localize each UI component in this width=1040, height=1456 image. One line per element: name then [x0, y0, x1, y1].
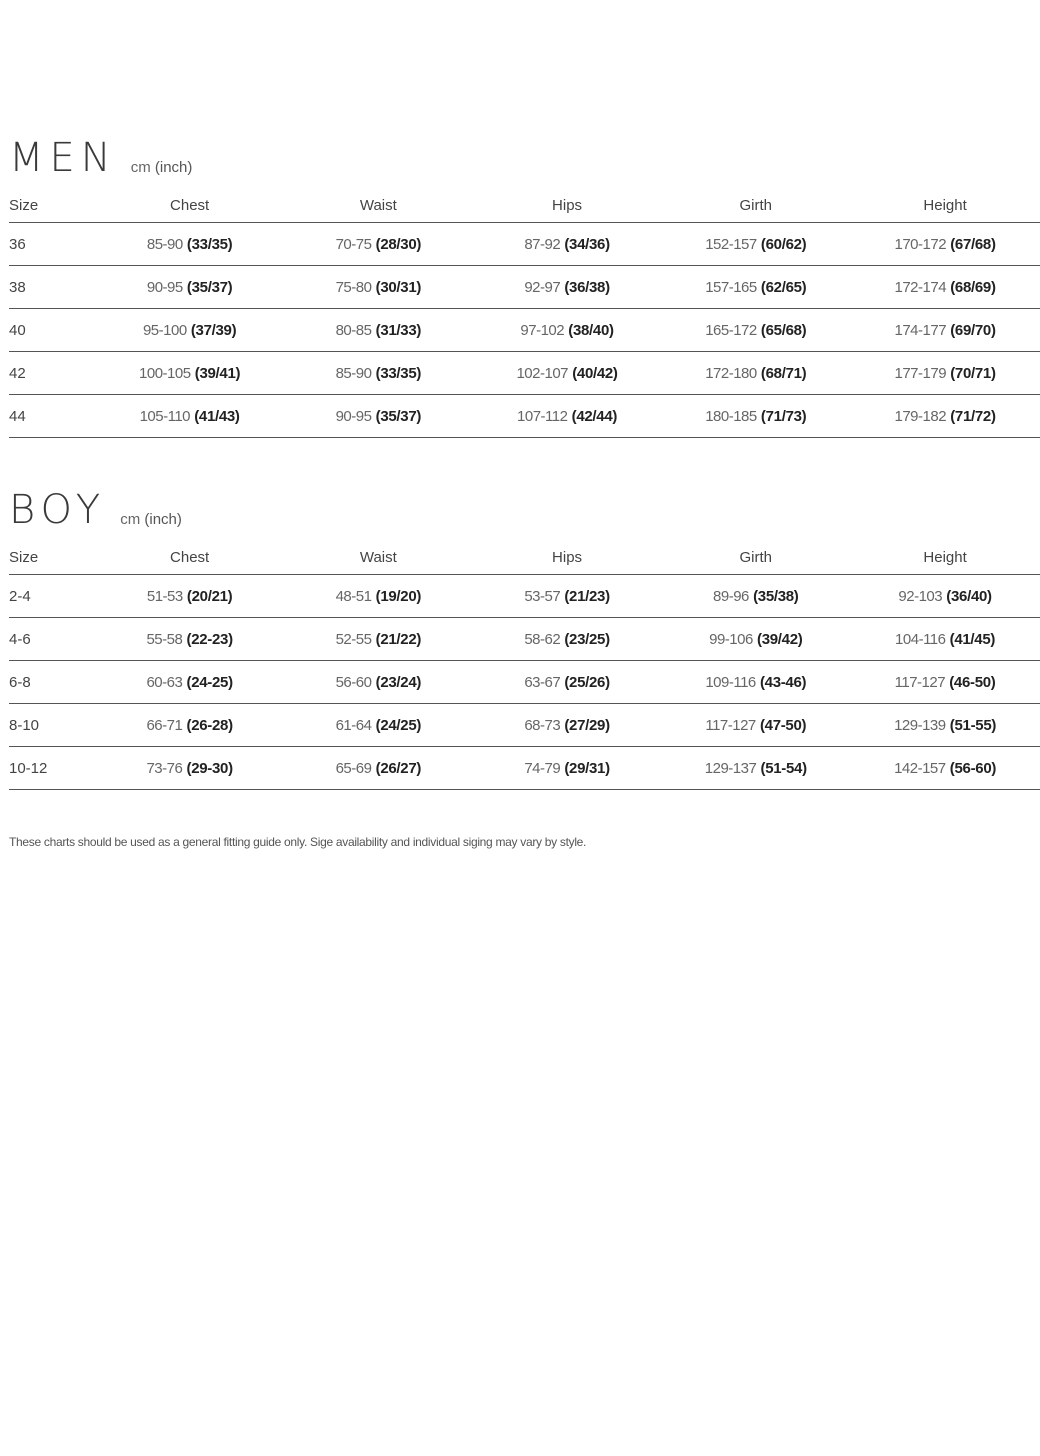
waist-cell: [284, 575, 473, 618]
chest-cell: [95, 223, 284, 266]
hips-inch-value: (29/31): [564, 759, 610, 777]
girth-cell: [661, 395, 850, 438]
hips-cell: [473, 747, 662, 790]
chest-cm-value: 95-100: [142, 321, 187, 339]
height-cm-value: 177-179: [894, 364, 947, 382]
girth-cell: [661, 618, 850, 661]
girth-cm-value: 117-127: [705, 716, 756, 734]
boy-unit-cm: cm: [120, 511, 141, 528]
chest-cm-value: 73-76: [146, 759, 183, 777]
chest-cell: [95, 575, 284, 618]
height-cm-value: 170-172: [894, 235, 947, 253]
chest-inch-value: (29-30): [186, 759, 233, 777]
height-cm-value: 104-116: [895, 630, 946, 648]
height-inch-value: (67/68): [950, 235, 996, 253]
chest-cm-value: 100-105: [139, 364, 191, 382]
chest-inch-value: (37/39): [190, 321, 237, 339]
waist-cell: [284, 704, 473, 747]
men-header-girth: Girth: [661, 188, 850, 223]
height-cm-value: 142-157: [894, 759, 946, 777]
height-inch-value: (41/45): [949, 630, 996, 648]
waist-cell: [284, 747, 473, 790]
hips-inch-value: (25/26): [564, 673, 610, 691]
men-header-waist: Waist: [284, 188, 473, 223]
girth-inch-value: (47-50): [759, 716, 807, 734]
girth-cm-value: 180-185: [705, 407, 757, 425]
girth-inch-value: (62/65): [760, 278, 807, 296]
hips-inch-value: (23/25): [564, 630, 610, 648]
girth-inch-value: (51-54): [760, 759, 807, 777]
hips-cell: [473, 309, 662, 352]
waist-cm-value: 65-69: [335, 759, 372, 777]
hips-cell: [473, 395, 662, 438]
men-section-title: MEN: [9, 135, 117, 181]
girth-cm-value: 157-165: [705, 278, 757, 296]
height-cell: [850, 266, 1040, 309]
table-row: [9, 395, 1040, 438]
boy-table-body: [9, 575, 1040, 790]
hips-inch-value: (34/36): [564, 235, 610, 253]
men-header-hips: Hips: [473, 188, 662, 223]
girth-cm-value: 129-137: [704, 759, 757, 777]
men-unit-label: [131, 159, 193, 176]
girth-cell: [661, 575, 850, 618]
girth-cm-value: 165-172: [705, 321, 757, 339]
hips-cm-value: 92-97: [524, 278, 561, 296]
table-row: [9, 575, 1040, 618]
hips-cm-value: 63-67: [524, 673, 561, 691]
waist-cm-value: 75-80: [335, 278, 372, 296]
girth-cell: [661, 704, 850, 747]
girth-cell: [661, 352, 850, 395]
table-row: [9, 352, 1040, 395]
hips-inch-value: (21/23): [564, 587, 610, 605]
table-row: [9, 704, 1040, 747]
waist-inch-value: (23/24): [375, 673, 422, 691]
girth-inch-value: (35/38): [753, 587, 799, 605]
chest-cm-value: 51-53: [146, 587, 183, 605]
waist-cm-value: 56-60: [335, 673, 372, 691]
men-size-section: [9, 122, 1040, 438]
hips-inch-value: (38/40): [568, 321, 614, 339]
hips-cm-value: 53-57: [524, 587, 561, 605]
girth-cell: [661, 747, 850, 790]
chest-inch-value: (33/35): [186, 235, 233, 253]
size-cell: 4-6: [9, 618, 95, 661]
waist-cell: [284, 223, 473, 266]
height-cell: [850, 747, 1040, 790]
boy-header-height: Height: [850, 540, 1040, 575]
chest-cm-value: 105-110: [139, 407, 191, 425]
waist-cm-value: 52-55: [335, 630, 372, 648]
chest-cm-value: 66-71: [146, 716, 183, 734]
fitting-disclaimer: These charts should be used as a general fitting guide only. Sige availability and individual siging may vary by style.: [9, 835, 587, 849]
size-cell: 38: [9, 266, 95, 309]
men-section-header: [9, 122, 1040, 181]
height-inch-value: (69/70): [950, 321, 996, 339]
boy-header-hips: Hips: [473, 540, 662, 575]
boy-header-waist: Waist: [284, 540, 473, 575]
girth-cm-value: 109-116: [705, 673, 756, 691]
hips-cell: [473, 704, 662, 747]
hips-cell: [473, 352, 662, 395]
hips-inch-value: (36/38): [564, 278, 610, 296]
size-cell: 10-12: [9, 747, 95, 790]
chest-cell: [95, 661, 284, 704]
chest-cm-value: 55-58: [146, 630, 183, 648]
waist-cell: [284, 618, 473, 661]
men-header-row: [9, 188, 1040, 223]
girth-cell: [661, 309, 850, 352]
boy-header-row: [9, 540, 1040, 575]
waist-inch-value: (33/35): [375, 364, 422, 382]
men-header-size: Size: [9, 188, 95, 223]
height-cm-value: 117-127: [894, 673, 946, 691]
chest-inch-value: (35/37): [186, 278, 233, 296]
chest-inch-value: (26-28): [186, 716, 233, 734]
hips-cm-value: 74-79: [524, 759, 561, 777]
waist-cell: [284, 661, 473, 704]
waist-cell: [284, 352, 473, 395]
height-cell: [850, 309, 1040, 352]
girth-inch-value: (60/62): [760, 235, 807, 253]
men-unit-inch: (inch): [154, 159, 193, 176]
hips-cm-value: 102-107: [516, 364, 569, 382]
girth-cm-value: 89-96: [713, 587, 749, 605]
boy-unit-label: [120, 511, 182, 528]
boy-header-girth: Girth: [661, 540, 850, 575]
girth-inch-value: (71/73): [760, 407, 807, 425]
girth-inch-value: (39/42): [757, 630, 803, 648]
chest-cell: [95, 747, 284, 790]
chest-inch-value: (22-23): [186, 630, 233, 648]
height-inch-value: (71/72): [950, 407, 996, 425]
waist-inch-value: (31/33): [375, 321, 422, 339]
size-cell: 40: [9, 309, 95, 352]
waist-cell: [284, 395, 473, 438]
height-cm-value: 92-103: [898, 587, 943, 605]
height-cell: [850, 661, 1040, 704]
hips-cell: [473, 223, 662, 266]
size-cell: 8-10: [9, 704, 95, 747]
hips-cell: [473, 618, 662, 661]
table-row: [9, 266, 1040, 309]
table-row: [9, 309, 1040, 352]
men-header-chest: Chest: [95, 188, 284, 223]
size-cell: 6-8: [9, 661, 95, 704]
hips-cm-value: 87-92: [524, 235, 561, 253]
chest-cm-value: 60-63: [146, 673, 183, 691]
chest-inch-value: (20/21): [186, 587, 233, 605]
waist-inch-value: (30/31): [375, 278, 422, 296]
girth-cell: [661, 223, 850, 266]
girth-cell: [661, 661, 850, 704]
size-cell: 44: [9, 395, 95, 438]
hips-cm-value: 97-102: [520, 321, 565, 339]
table-row: [9, 223, 1040, 266]
height-inch-value: (70/71): [950, 364, 996, 382]
men-unit-cm: cm: [130, 159, 151, 176]
height-cm-value: 172-174: [894, 278, 947, 296]
men-table-body: [9, 223, 1040, 438]
boy-header-size: Size: [9, 540, 95, 575]
waist-inch-value: (26/27): [375, 759, 422, 777]
boy-section-header: [9, 474, 1040, 533]
size-cell: 36: [9, 223, 95, 266]
table-row: [9, 661, 1040, 704]
height-cm-value: 174-177: [894, 321, 947, 339]
waist-inch-value: (28/30): [375, 235, 422, 253]
men-header-height: Height: [850, 188, 1040, 223]
boy-size-section: [9, 474, 1040, 790]
height-cell: [850, 575, 1040, 618]
girth-inch-value: (65/68): [760, 321, 807, 339]
boy-header-chest: Chest: [95, 540, 284, 575]
chest-cell: [95, 309, 284, 352]
height-cell: [850, 352, 1040, 395]
hips-cm-value: 68-73: [524, 716, 561, 734]
size-cell: 42: [9, 352, 95, 395]
hips-inch-value: (27/29): [564, 716, 610, 734]
height-cell: [850, 618, 1040, 661]
hips-cell: [473, 575, 662, 618]
waist-cell: [284, 309, 473, 352]
hips-cm-value: 107-112: [517, 407, 568, 425]
chest-cell: [95, 352, 284, 395]
chest-cm-value: 90-95: [146, 278, 183, 296]
height-cm-value: 179-182: [894, 407, 947, 425]
size-cell: 2-4: [9, 575, 95, 618]
hips-inch-value: (40/42): [572, 364, 618, 382]
chest-cm-value: 85-90: [146, 235, 183, 253]
waist-inch-value: (35/37): [375, 407, 422, 425]
waist-inch-value: (21/22): [375, 630, 422, 648]
height-inch-value: (36/40): [946, 587, 992, 605]
table-row: [9, 747, 1040, 790]
waist-cm-value: 61-64: [335, 716, 372, 734]
height-cell: [850, 395, 1040, 438]
chest-inch-value: (41/43): [194, 407, 240, 425]
girth-cell: [661, 266, 850, 309]
waist-cm-value: 70-75: [335, 235, 372, 253]
hips-inch-value: (42/44): [571, 407, 618, 425]
boy-unit-inch: (inch): [144, 511, 182, 528]
boy-size-table: [9, 540, 1040, 790]
girth-inch-value: (68/71): [760, 364, 807, 382]
chest-cell: [95, 395, 284, 438]
waist-cm-value: 48-51: [335, 587, 372, 605]
table-row: [9, 618, 1040, 661]
waist-inch-value: (24/25): [375, 716, 422, 734]
height-cell: [850, 704, 1040, 747]
chest-cell: [95, 266, 284, 309]
girth-cm-value: 152-157: [705, 235, 757, 253]
height-inch-value: (56-60): [949, 759, 997, 777]
hips-cm-value: 58-62: [524, 630, 561, 648]
girth-cm-value: 99-106: [709, 630, 753, 648]
men-size-table: [9, 188, 1040, 438]
height-inch-value: (68/69): [950, 278, 996, 296]
hips-cell: [473, 266, 662, 309]
chest-inch-value: (24-25): [186, 673, 233, 691]
height-cm-value: 129-139: [894, 716, 946, 734]
chest-cell: [95, 618, 284, 661]
height-inch-value: (51-55): [949, 716, 997, 734]
chest-cell: [95, 704, 284, 747]
waist-inch-value: (19/20): [375, 587, 422, 605]
girth-inch-value: (43-46): [759, 673, 807, 691]
height-inch-value: (46-50): [949, 673, 996, 691]
height-cell: [850, 223, 1040, 266]
waist-cm-value: 80-85: [335, 321, 372, 339]
girth-cm-value: 172-180: [705, 364, 757, 382]
boy-section-title: BOY: [9, 487, 107, 533]
waist-cm-value: 85-90: [335, 364, 372, 382]
waist-cm-value: 90-95: [335, 407, 372, 425]
waist-cell: [284, 266, 473, 309]
chest-inch-value: (39/41): [194, 364, 241, 382]
hips-cell: [473, 661, 662, 704]
